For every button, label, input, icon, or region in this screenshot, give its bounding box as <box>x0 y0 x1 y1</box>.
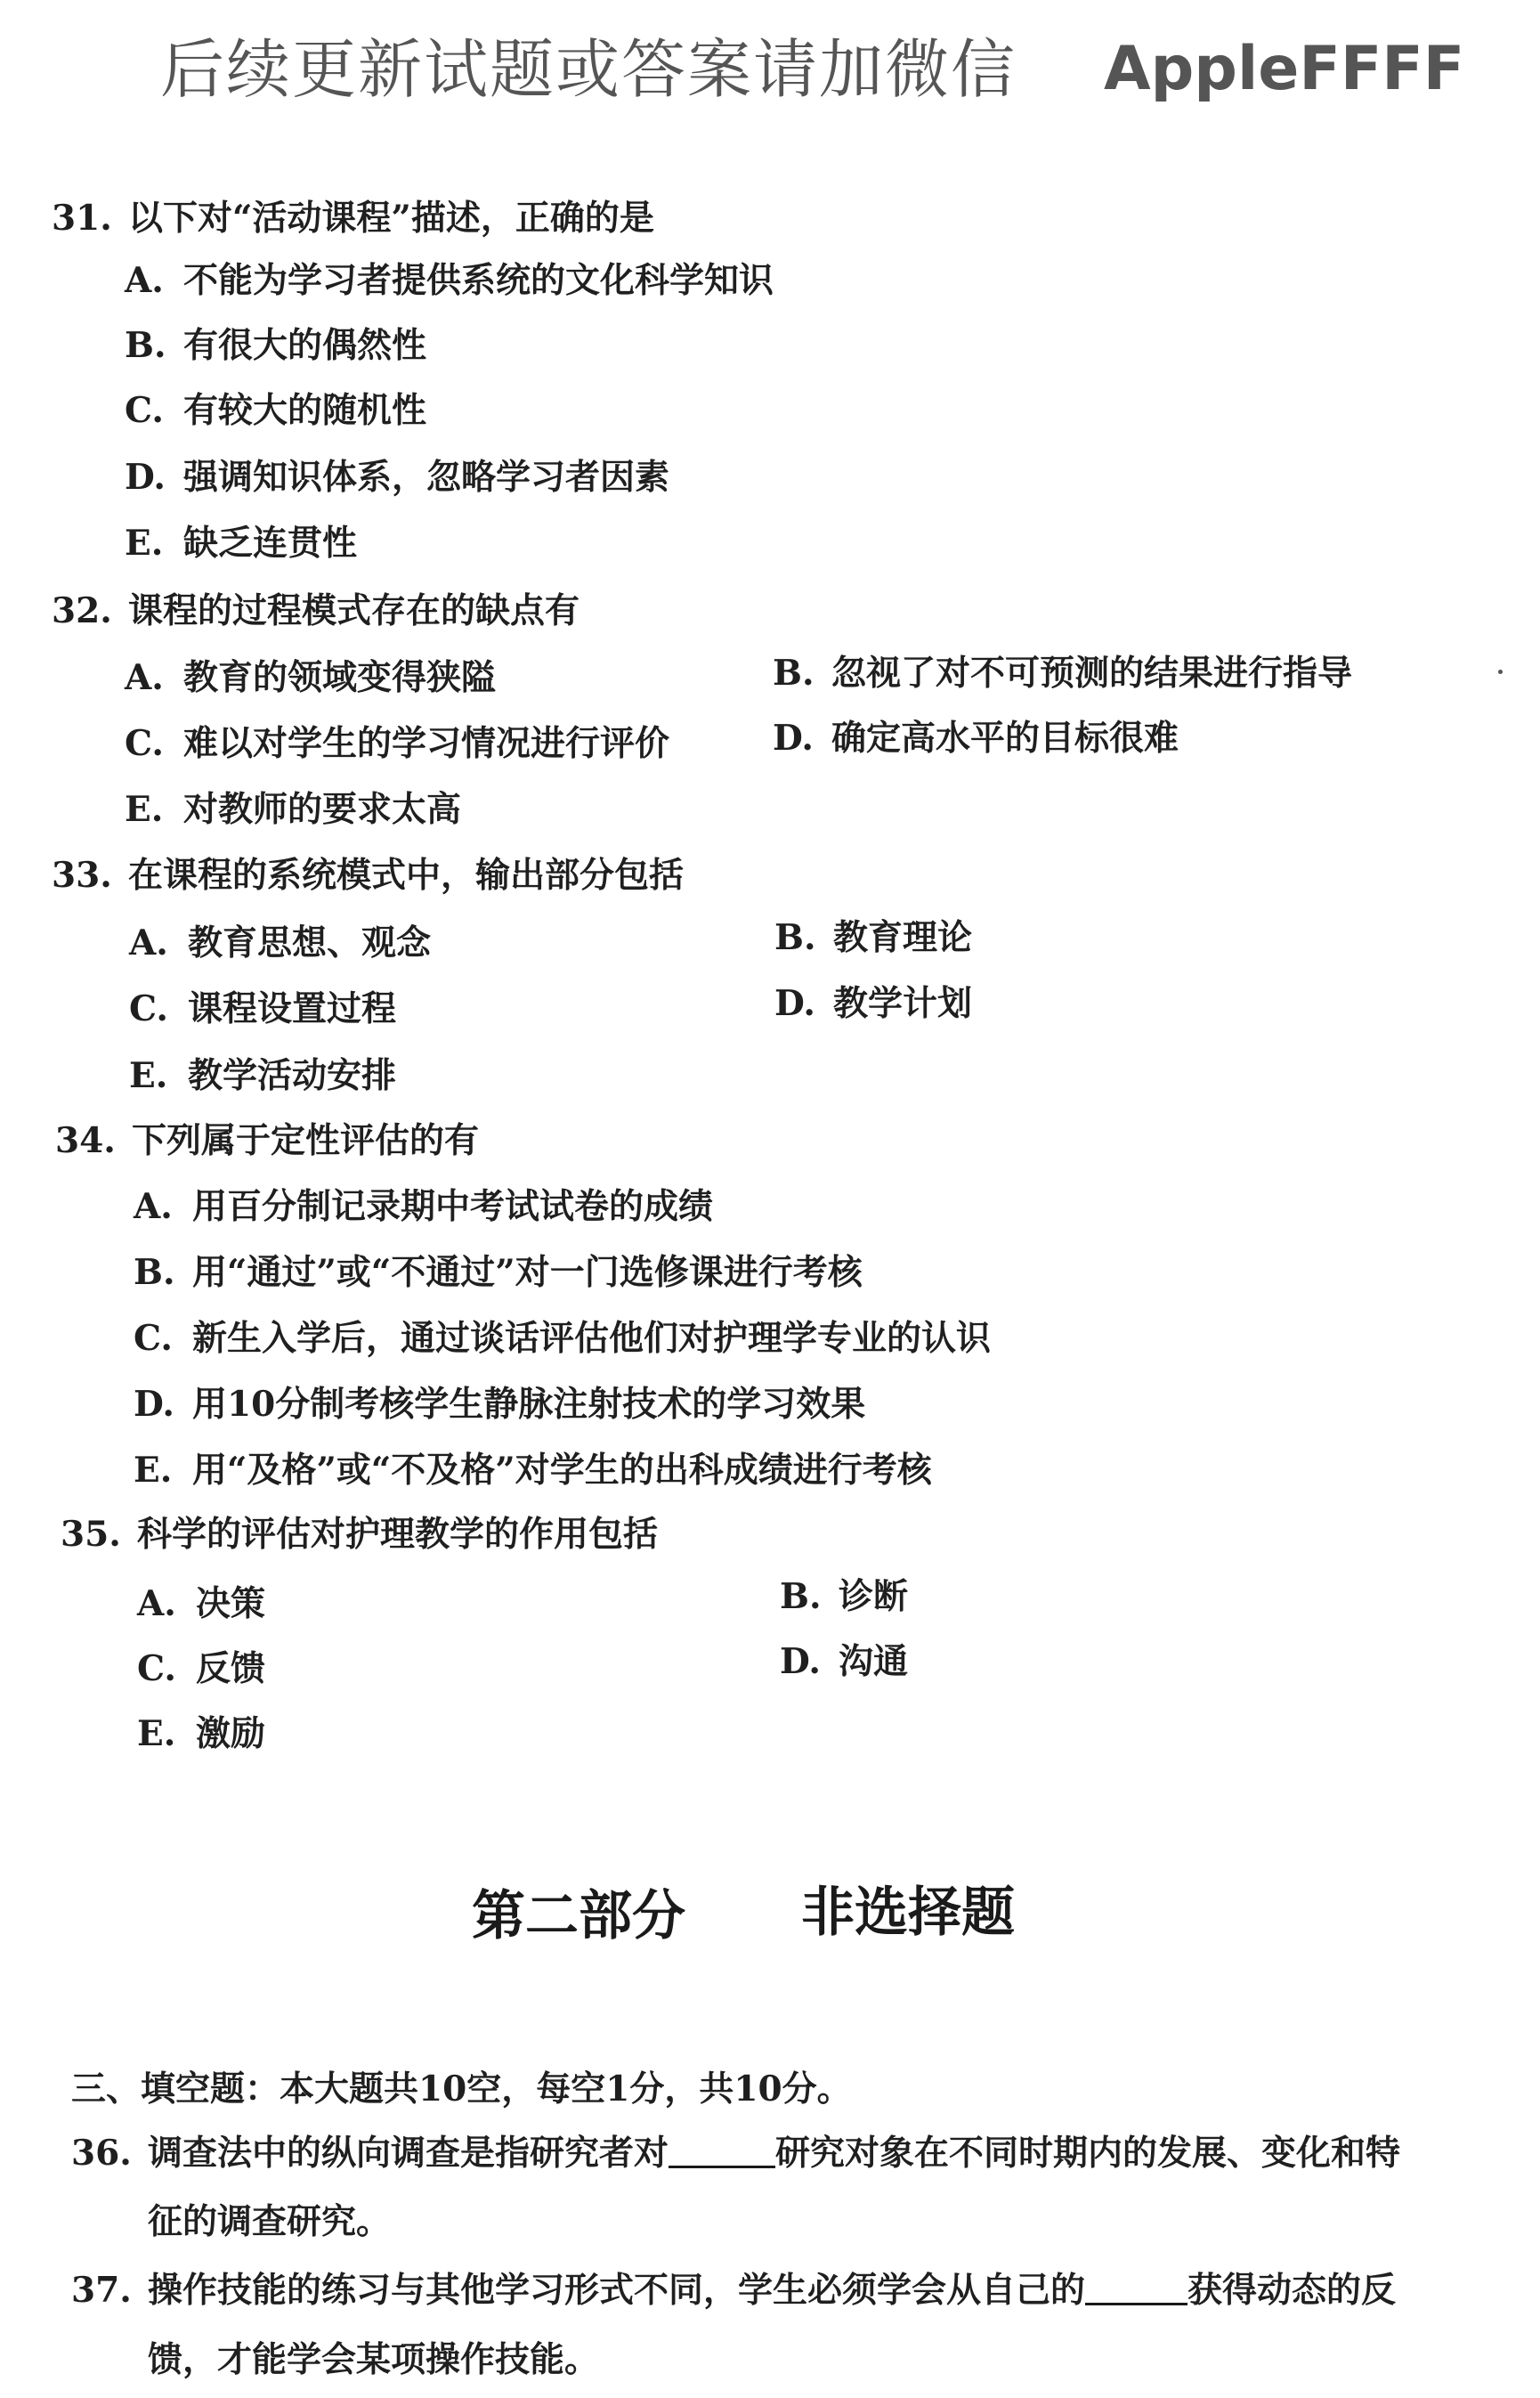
q33-option-d <box>774 983 972 1025</box>
q34-option-d <box>134 1384 865 1426</box>
question-text-before-blank: 调查法中的纵向调查是指研究者对 <box>148 2133 669 2174</box>
q34-option-c <box>134 1318 991 1360</box>
q32-option-d <box>773 718 1179 760</box>
option-letter: B. <box>774 917 816 958</box>
question-number: 37. <box>71 2270 132 2312</box>
question-text: 课程的过程模式存在的缺点有 <box>128 590 580 631</box>
option-text: 有很大的偶然性 <box>183 325 427 366</box>
question-33-stem <box>52 855 684 897</box>
option-text: 难以对学生的学习情况进行评价 <box>183 723 670 764</box>
option-letter: E. <box>125 789 164 830</box>
question-text-after-blank: 获得动态的反 <box>1187 2270 1397 2312</box>
q31-option-c <box>125 390 426 432</box>
option-text: 沟通 <box>839 1641 909 1682</box>
q31-option-e <box>125 523 357 565</box>
option-letter: A. <box>125 260 164 301</box>
question-number: 33. <box>52 855 112 896</box>
part-two-title: 第二部分 <box>472 1885 685 1947</box>
question-text: 在课程的系统模式中，输出部分包括 <box>128 855 685 896</box>
q32-option-b <box>773 653 1352 695</box>
q31-option-b <box>125 325 426 367</box>
option-letter: C. <box>125 723 164 764</box>
option-text: 用10分制考核学生静脉注射技术的学习效果 <box>192 1384 866 1425</box>
q35-option-e <box>137 1713 265 1755</box>
option-letter: A. <box>134 1186 173 1227</box>
question-number: 35. <box>61 1514 121 1555</box>
option-text: 教育理论 <box>833 917 973 958</box>
option-letter: A. <box>137 1583 176 1624</box>
option-letter: C. <box>125 390 164 431</box>
q35-option-b <box>780 1576 908 1618</box>
option-letter: D. <box>773 718 815 759</box>
option-text: 反馈 <box>196 1648 266 1689</box>
answer-blank[interactable] <box>669 2131 775 2168</box>
option-text: 对教师的要求太高 <box>183 789 462 830</box>
q35-option-d <box>780 1641 908 1683</box>
question-text: 下列属于定性评估的有 <box>132 1120 480 1161</box>
option-text: 强调知识体系，忽略学习者因素 <box>183 457 670 498</box>
option-letter: B. <box>134 1252 175 1293</box>
question-number: 34. <box>55 1120 116 1161</box>
option-letter: D. <box>774 983 816 1024</box>
option-text: 激励 <box>196 1713 266 1754</box>
question-31-stem <box>52 198 654 240</box>
question-36-continued: 征的调查研究。 <box>148 2201 392 2242</box>
option-letter: D. <box>134 1384 175 1425</box>
q32-option-c <box>125 723 669 765</box>
option-letter: D. <box>780 1641 822 1682</box>
option-letter: E. <box>134 1450 173 1491</box>
option-text: 教育的领域变得狭隘 <box>183 657 497 698</box>
q31-option-d <box>125 457 669 499</box>
watermark-wechat-id: AppleFFFF <box>1104 34 1465 104</box>
q32-option-a <box>125 657 496 699</box>
q33-option-e <box>129 1055 396 1097</box>
q34-option-a <box>134 1186 713 1228</box>
question-37 <box>71 2268 1396 2312</box>
option-text: 有较大的随机性 <box>183 390 427 431</box>
question-number: 31. <box>52 198 112 239</box>
part-two-name: 非选择题 <box>801 1882 1015 1944</box>
option-letter: B. <box>780 1576 822 1617</box>
option-text: 教学计划 <box>833 983 973 1024</box>
question-37-continued: 馈，才能学会某项操作技能。 <box>148 2339 600 2380</box>
option-letter: A. <box>129 923 168 963</box>
option-text: 忽视了对不可预测的结果进行指导 <box>831 653 1353 694</box>
option-text: 用“及格”或“不及格”对学生的出科成绩进行考核 <box>192 1450 932 1491</box>
question-text: 科学的评估对护理教学的作用包括 <box>137 1514 659 1555</box>
question-text-before-blank: 操作技能的练习与其他学习形式不同，学生必须学会从自己的 <box>148 2270 1086 2312</box>
option-text: 诊断 <box>839 1576 909 1617</box>
q34-option-e <box>134 1450 932 1492</box>
option-text: 课程设置过程 <box>188 988 397 1029</box>
option-letter: B. <box>125 325 166 366</box>
option-letter: C. <box>134 1318 173 1359</box>
option-letter: E. <box>129 1055 168 1096</box>
option-text: 用“通过”或“不通过”对一门选修课进行考核 <box>192 1252 863 1293</box>
question-number: 36. <box>71 2133 132 2174</box>
q33-option-a <box>129 923 431 964</box>
option-letter: E. <box>137 1713 176 1754</box>
answer-blank[interactable] <box>1085 2268 1187 2305</box>
question-36 <box>71 2131 1400 2174</box>
q33-option-c <box>129 988 396 1030</box>
option-text: 教育思想、观念 <box>188 923 432 963</box>
question-text-after-blank: 研究对象在不同时期内的发展、变化和特 <box>775 2133 1401 2174</box>
question-number: 32. <box>52 590 112 631</box>
question-35-stem <box>61 1514 658 1556</box>
q34-option-b <box>134 1252 863 1294</box>
option-text: 缺乏连贯性 <box>183 523 358 564</box>
option-letter: C. <box>129 988 168 1029</box>
q35-option-c <box>137 1648 265 1690</box>
option-letter: D. <box>125 457 166 498</box>
watermark-chinese: 后续更新试题或答案请加微信 <box>160 32 1017 107</box>
option-text: 新生入学后，通过谈话评估他们对护理学专业的认识 <box>192 1318 992 1359</box>
option-letter: A. <box>125 657 164 698</box>
option-text: 确定高水平的目标很难 <box>831 718 1179 759</box>
option-letter: E. <box>125 523 164 564</box>
question-32-stem <box>52 590 580 632</box>
option-letter: C. <box>137 1648 176 1689</box>
q35-option-a <box>137 1583 265 1625</box>
option-letter: B. <box>773 653 815 694</box>
q31-option-a <box>125 260 774 302</box>
q33-option-b <box>774 917 972 959</box>
option-text: 教学活动安排 <box>188 1055 397 1096</box>
option-text: 决策 <box>196 1583 266 1624</box>
q32-option-e <box>125 789 461 831</box>
scan-speck <box>1498 670 1503 674</box>
section-three-heading: 三、填空题：本大题共10空，每空1分，共10分。 <box>71 2069 852 2109</box>
option-text: 用百分制记录期中考试试卷的成绩 <box>192 1186 714 1227</box>
question-34-stem <box>55 1120 479 1162</box>
option-text: 不能为学习者提供系统的文化科学知识 <box>183 260 774 301</box>
question-text: 以下对“活动课程”描述，正确的是 <box>128 198 654 239</box>
